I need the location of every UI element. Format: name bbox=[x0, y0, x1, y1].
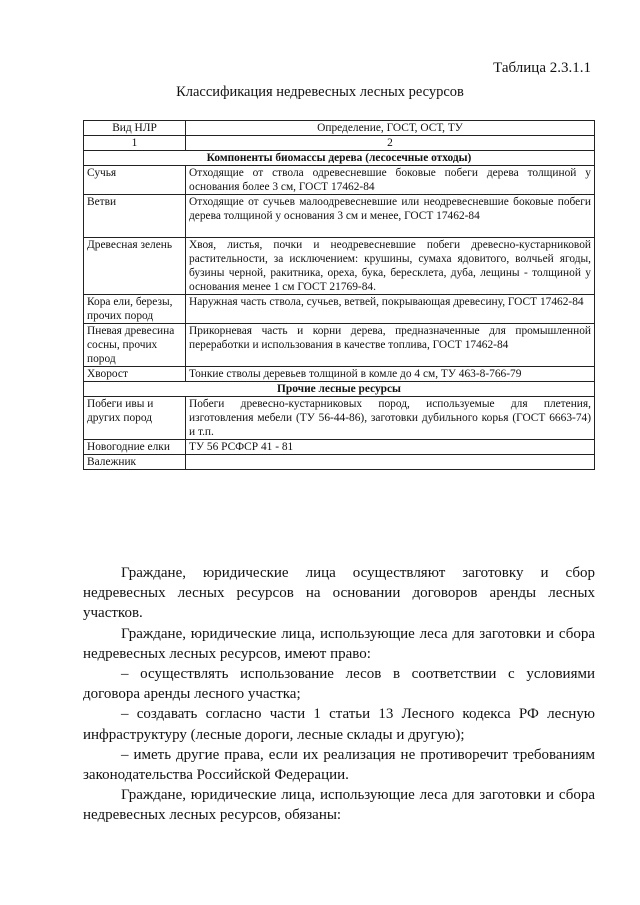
section-heading: Компоненты биомассы дерева (лесосечные отходы) bbox=[84, 151, 595, 166]
column-number-row bbox=[84, 136, 595, 151]
table-row bbox=[84, 238, 595, 295]
table-row bbox=[84, 397, 595, 440]
table-row bbox=[84, 367, 595, 382]
table-title: Классификация недревесных лесных ресурсов bbox=[176, 84, 464, 100]
classification-table bbox=[83, 120, 595, 470]
resource-definition: Тонкие стволы деревьев толщиной в комле до 4 см, ТУ 463-8-766-79 bbox=[186, 367, 595, 382]
resource-type: Ветви bbox=[84, 195, 186, 238]
resource-definition: Отходящие от ствола одревесневшие боковые побеги дерева толщиной у основания более 3 см, ГОСТ 17462-84 bbox=[186, 166, 595, 195]
list-item: – создавать согласно части 1 статьи 13 Лесного кодекса РФ лесную инфраструктуру (лесные дороги, лесные склады и другую); bbox=[83, 706, 595, 743]
column-number: 1 bbox=[84, 136, 186, 151]
resource-type: Кора ели, березы, прочих пород bbox=[84, 295, 186, 324]
resource-type: Побеги ивы и других пород bbox=[84, 397, 186, 440]
table-number: Таблица 2.3.1.1 bbox=[493, 60, 591, 76]
resource-type: Древесная зелень bbox=[84, 238, 186, 295]
paragraph: Граждане, юридические лица, использующие леса для заготовки и сбора недревесных лесных ресурсов, имеют право: bbox=[83, 625, 595, 662]
table-header-row bbox=[84, 121, 595, 136]
body-text bbox=[83, 563, 595, 826]
list-item: – иметь другие права, если их реализация не противоречит требованиям законодательства Российской Федерации. bbox=[83, 746, 595, 784]
section-row bbox=[84, 382, 595, 397]
paragraph: Граждане, юридические лица, использующие леса для заготовки и сбора недревесных лесных ресурсов, обязаны: bbox=[83, 787, 595, 824]
resource-type: Хворост bbox=[84, 367, 186, 382]
section-heading: Прочие лесные ресурсы bbox=[84, 382, 595, 397]
resource-definition: Прикорневая часть и корни дерева, предназначенные для промышленной переработки и использования в качестве топлива, ГОСТ 17462-84 bbox=[186, 324, 595, 367]
column-header-type: Вид НЛР bbox=[84, 121, 186, 136]
table-row bbox=[84, 455, 595, 470]
table-row bbox=[84, 324, 595, 367]
table-row bbox=[84, 440, 595, 455]
table-row bbox=[84, 195, 595, 238]
resource-type: Валежник bbox=[84, 455, 186, 470]
resource-definition: ТУ 56 РСФСР 41 - 81 bbox=[186, 440, 595, 455]
column-number: 2 bbox=[186, 136, 595, 151]
paragraph: Граждане, юридические лица осуществляют заготовку и сбор недревесных лесных ресурсов на основании договоров аренды лесных участков. bbox=[83, 565, 595, 622]
column-header-definition: Определение, ГОСТ, ОСТ, ТУ bbox=[186, 121, 595, 136]
resource-definition: Хвоя, листья, почки и неодревесневшие побеги древесно-кустарниковой растительности, за исключением: крушины, сумаха ядовитого, волчьей ягоды, бузины черной, ракитника, ореха, бука, бересклета, дуба, лещины - толщиной у основания менее 1 см ГОСТ 21769-84. bbox=[186, 238, 595, 295]
resource-type: Сучья bbox=[84, 166, 186, 195]
resource-type: Пневая древесина сосны, прочих пород bbox=[84, 324, 186, 367]
table-row bbox=[84, 295, 595, 324]
resource-type: Новогодние елки bbox=[84, 440, 186, 455]
resource-definition: Наружная часть ствола, сучьев, ветвей, покрывающая древесину, ГОСТ 17462-84 bbox=[186, 295, 595, 324]
resource-definition bbox=[186, 455, 595, 470]
resource-definition: Побеги древесно-кустарниковых пород, используемые для плетения, изготовления мебели (ТУ 56-44-86), заготовки дубильного корья (ГОСТ 6663-74) и т.п. bbox=[186, 397, 595, 440]
table-row bbox=[84, 166, 595, 195]
list-item: – осуществлять использование лесов в соответствии с условиями договора аренды лесного участка; bbox=[83, 666, 595, 703]
section-row bbox=[84, 151, 595, 166]
resource-definition: Отходящие от сучьев малоодревесневшие или неодревесневшие боковые побеги дерева толщиной у основания 3 см и менее, ГОСТ 17462-84 bbox=[186, 195, 595, 238]
